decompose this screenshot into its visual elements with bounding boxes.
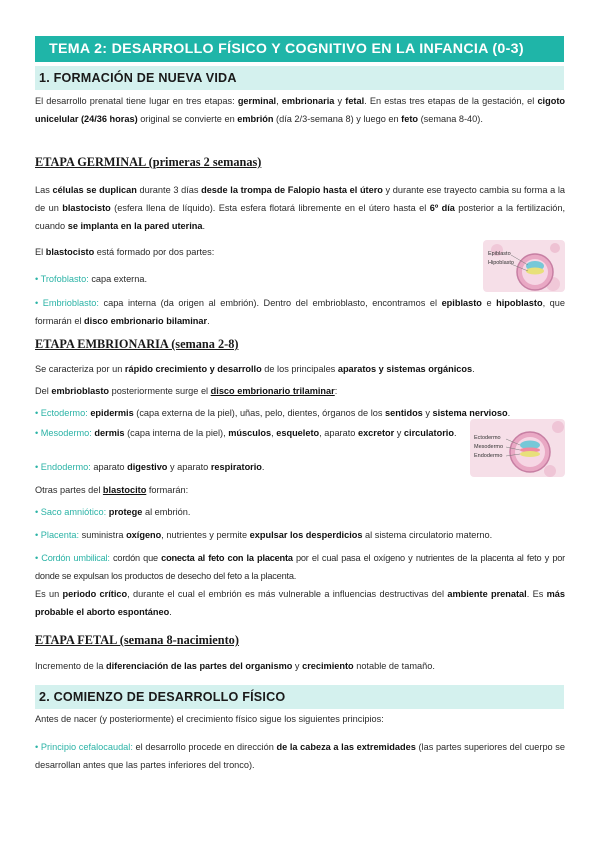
fetal-paragraph-1: Incremento de la diferenciación de las partes del organismo y crecimiento notable de tamaño.	[35, 661, 435, 671]
blastocyst-illustration	[483, 240, 565, 292]
cefalocaudal-label: • Principio cefalocaudal:	[35, 742, 133, 752]
saco-amniotico-label: • Saco amniótico:	[35, 507, 107, 517]
embrionaria-paragraph-1: Se caracteriza por un rápido crecimiento y desarrollo de los principales aparatos y sistemas orgánicos.	[35, 364, 475, 374]
germinal-paragraph-1: Las células se duplican durante 3 días desde la trompa de Falopio hasta el útero y durante ese trayecto cambia su forma a la de un blastocisto (esfera llena de líquido). Esta esfera flotará libremente en el útero hasta el 6º día posterior a la fertilización, cuando se implanta en la pared uterina.	[35, 185, 566, 231]
section-2-paragraph-1: Antes de nacer (y posteriormente) el crecimiento físico sigue los siguientes principios:	[35, 714, 384, 724]
ectodermo-item: • Ectodermo: epidermis (capa externa de la piel), uñas, pelo, dientes, órganos de los sentidos y sistema nervioso.	[35, 408, 511, 418]
trilaminar-figure	[470, 419, 565, 477]
embrioblasto-item: • Embrioblasto: capa interna (da origen al embrión). Dentro del embrioblasto, encontramos el epiblasto e hipoblasto, que formarán el disco embrionario bilaminar.	[35, 298, 566, 326]
mesodermo-item: • Mesodermo: dermis (capa interna de la piel), músculos, esqueleto, aparato excretor y circulatorio.	[35, 428, 457, 438]
embrionaria-paragraph-4: Es un periodo crítico, durante el cual el embrión es más vulnerable a influencias destructivas del ambiente prenatal. Es más probable el aborto espontáneo.	[35, 589, 566, 617]
ectodermo-label: • Ectodermo:	[35, 408, 88, 418]
blastocyst-figure	[483, 240, 565, 292]
section-1-intro: El desarrollo prenatal tiene lugar en tres etapas: germinal, embrionaria y fetal. En estas tres etapas de la gestación, el cigoto unicelular (24/36 horas) original se convierte en embrión (día 2/3-semana 8) y luego en feto (semana 8-40).	[35, 96, 565, 124]
saco-amniotico-item: • Saco amniótico: protege al embrión.	[35, 507, 191, 517]
document-title: TEMA 2: DESARROLLO FÍSICO Y COGNITIVO EN LA INFANCIA (0-3)	[35, 36, 564, 62]
endodermo-label: • Endodermo:	[35, 462, 91, 472]
placenta-label: • Placenta:	[35, 530, 80, 540]
embrionaria-paragraph-3: Otras partes del blastocito formarán:	[35, 485, 189, 495]
endodermo-item: • Endodermo: aparato digestivo y aparato respiratorio.	[35, 462, 265, 472]
figure-label-mesodermo: Mesodermo	[474, 444, 504, 450]
section-2-heading: 2. COMIENZO DE DESARROLLO FÍSICO	[35, 685, 564, 709]
germinal-paragraph-2: El blastocisto está formado por dos partes:	[35, 247, 215, 257]
section-1-heading: 1. FORMACIÓN DE NUEVA VIDA	[35, 66, 564, 90]
embrioblasto-label: • Embrioblasto:	[35, 298, 99, 308]
cordon-umbilical-item: • Cordón umbilical: cordón que conecta al feto con la placenta por el cual pasa el oxígeno y nutrientes de la placenta al feto y por donde se expulsan los productos de desecho del feto a la placenta.	[35, 553, 565, 581]
figure-label-ectodermo: Ectodermo	[474, 435, 501, 441]
placenta-item: • Placenta: suministra oxígeno, nutrientes y permite expulsar los desperdicios al sistema circulatorio materno.	[35, 530, 493, 540]
fetal-heading: ETAPA FETAL (semana 8-nacimiento)	[35, 633, 239, 647]
embrionaria-paragraph-2: Del embrioblasto posteriormente surge el disco embrionario trilaminar:	[35, 386, 338, 396]
mesodermo-label: • Mesodermo:	[35, 428, 92, 438]
cordon-umbilical-label: • Cordón umbilical:	[35, 553, 110, 563]
figure-label-epiblasto: Epiblasto	[488, 251, 511, 257]
figure-label-endodermo: Endodermo	[474, 453, 503, 459]
trofoblasto-label: • Trofoblasto:	[35, 274, 89, 284]
figure-label-hipoblasto: Hipoblasto	[488, 260, 514, 266]
embrionaria-heading: ETAPA EMBRIONARIA (semana 2-8)	[35, 337, 239, 351]
cefalocaudal-item: • Principio cefalocaudal: el desarrollo procede en dirección de la cabeza a las extremidades (las partes superiores del cuerpo se desarrollan antes que las partes inferiores del tronco).	[35, 742, 566, 770]
germinal-heading: ETAPA GERMINAL (primeras 2 semanas)	[35, 155, 262, 169]
trofoblasto-item: • Trofoblasto: capa externa.	[35, 274, 148, 284]
